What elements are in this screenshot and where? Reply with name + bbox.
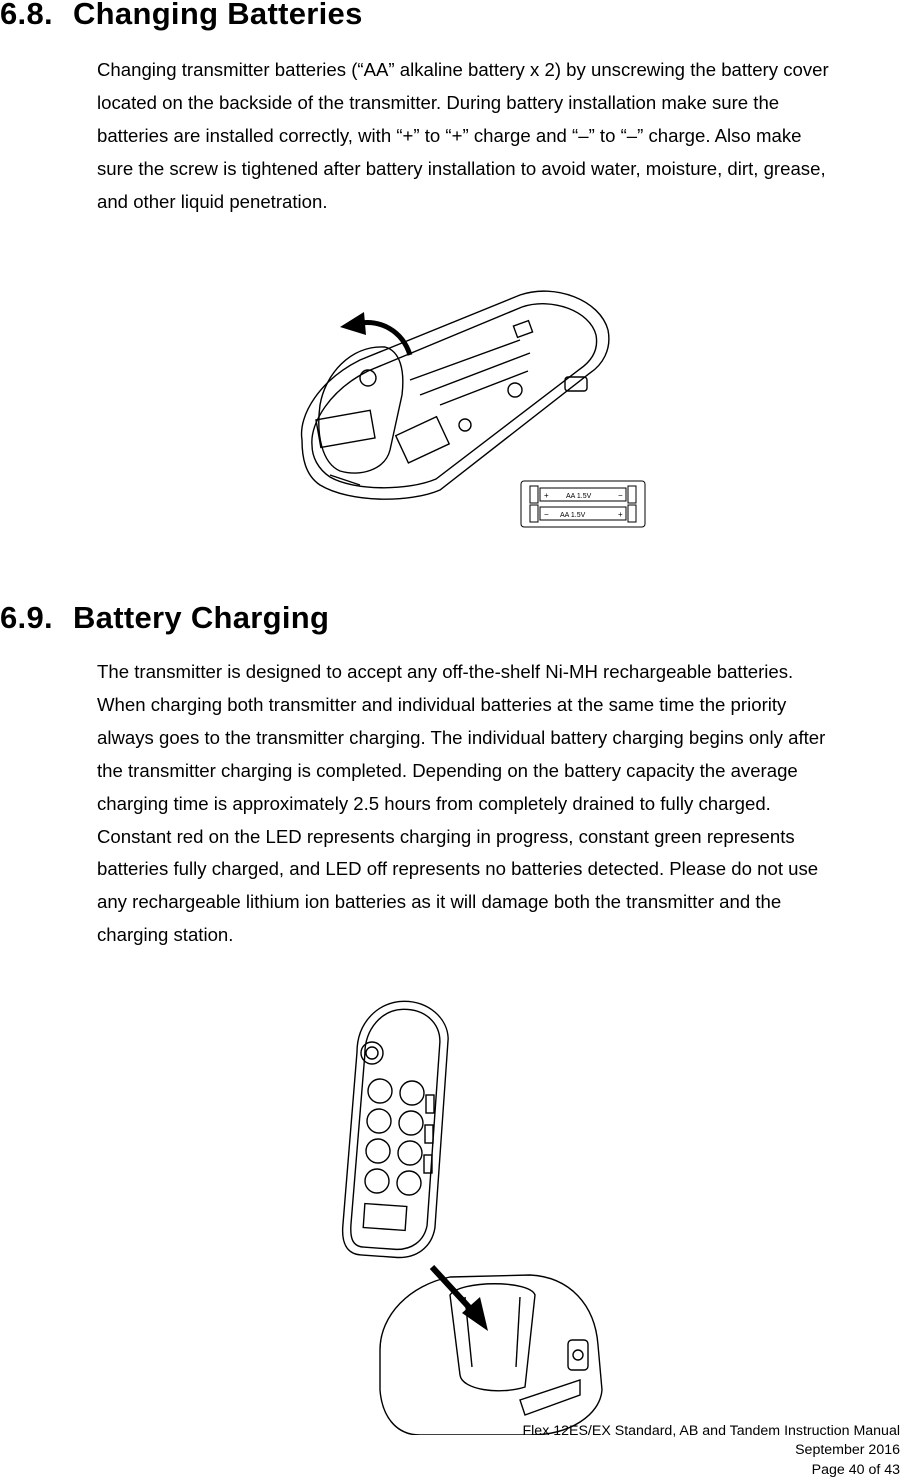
paragraph-line: The transmitter is designed to accept any off-the-shelf Ni-MH rechargeable batteries. [97,661,794,682]
svg-text:+: + [544,491,549,500]
paragraph-line: batteries fully charged, and LED off represents no batteries detected. Please do not use [97,858,819,880]
paragraph-line: and other liquid penetration. [97,190,328,212]
paragraph-line: always goes to the transmitter charging. The individual battery charging begins only after [97,726,826,748]
paragraph-line: the transmitter charging is completed. Depending on the battery capacity the average [97,759,798,781]
battery-label: AA 1.5V [566,493,592,500]
section-title: Battery Charging [73,600,330,635]
paragraph-line: Changing transmitter batteries (“AA” alkaline battery x 2) by unscrewing the battery cover [97,59,829,80]
charging-station-illustration [340,995,620,1435]
battery-polarity-diagram [518,478,648,530]
page-footer [522,1422,900,1480]
section-paragraph [97,656,919,952]
manual-title: Flex 12ES/EX Standard, AB and Tandem Instruction Manual [522,1423,900,1439]
paragraph-line: located on the backside of the transmitter. During battery installation make sure the [97,91,780,113]
svg-text:−: − [544,510,549,519]
svg-text:+: + [618,510,623,519]
battery-label: AA 1.5V [560,512,586,519]
paragraph-line: charging time is approximately 2.5 hours from completely drained to fully charged. [97,792,771,814]
manual-date: September 2016 [795,1442,900,1459]
section-number: 6.9. [0,600,53,635]
paragraph-line: sure the screw is tightened after battery installation to avoid water, moisture, dirt, grease, [97,157,826,179]
section-heading [0,600,329,636]
paragraph-line: charging station. [97,924,234,946]
section-number: 6.8. [0,0,53,31]
section-paragraph [97,54,919,219]
paragraph-line: Constant red on the LED represents charging in progress, constant green represents [97,825,795,847]
paragraph-line: When charging both transmitter and individual batteries at the same time the priority [97,693,787,715]
page-number: Page 40 of 43 [811,1461,900,1478]
section-title: Changing Batteries [73,0,363,31]
svg-text:−: − [618,491,623,500]
paragraph-line: batteries are installed correctly, with “+” to “+” charge and “–” to “–” charge. Also make [97,124,802,146]
paragraph-line: any rechargeable lithium ion batteries as it will damage both the transmitter and the [97,891,782,913]
section-heading [0,0,363,32]
